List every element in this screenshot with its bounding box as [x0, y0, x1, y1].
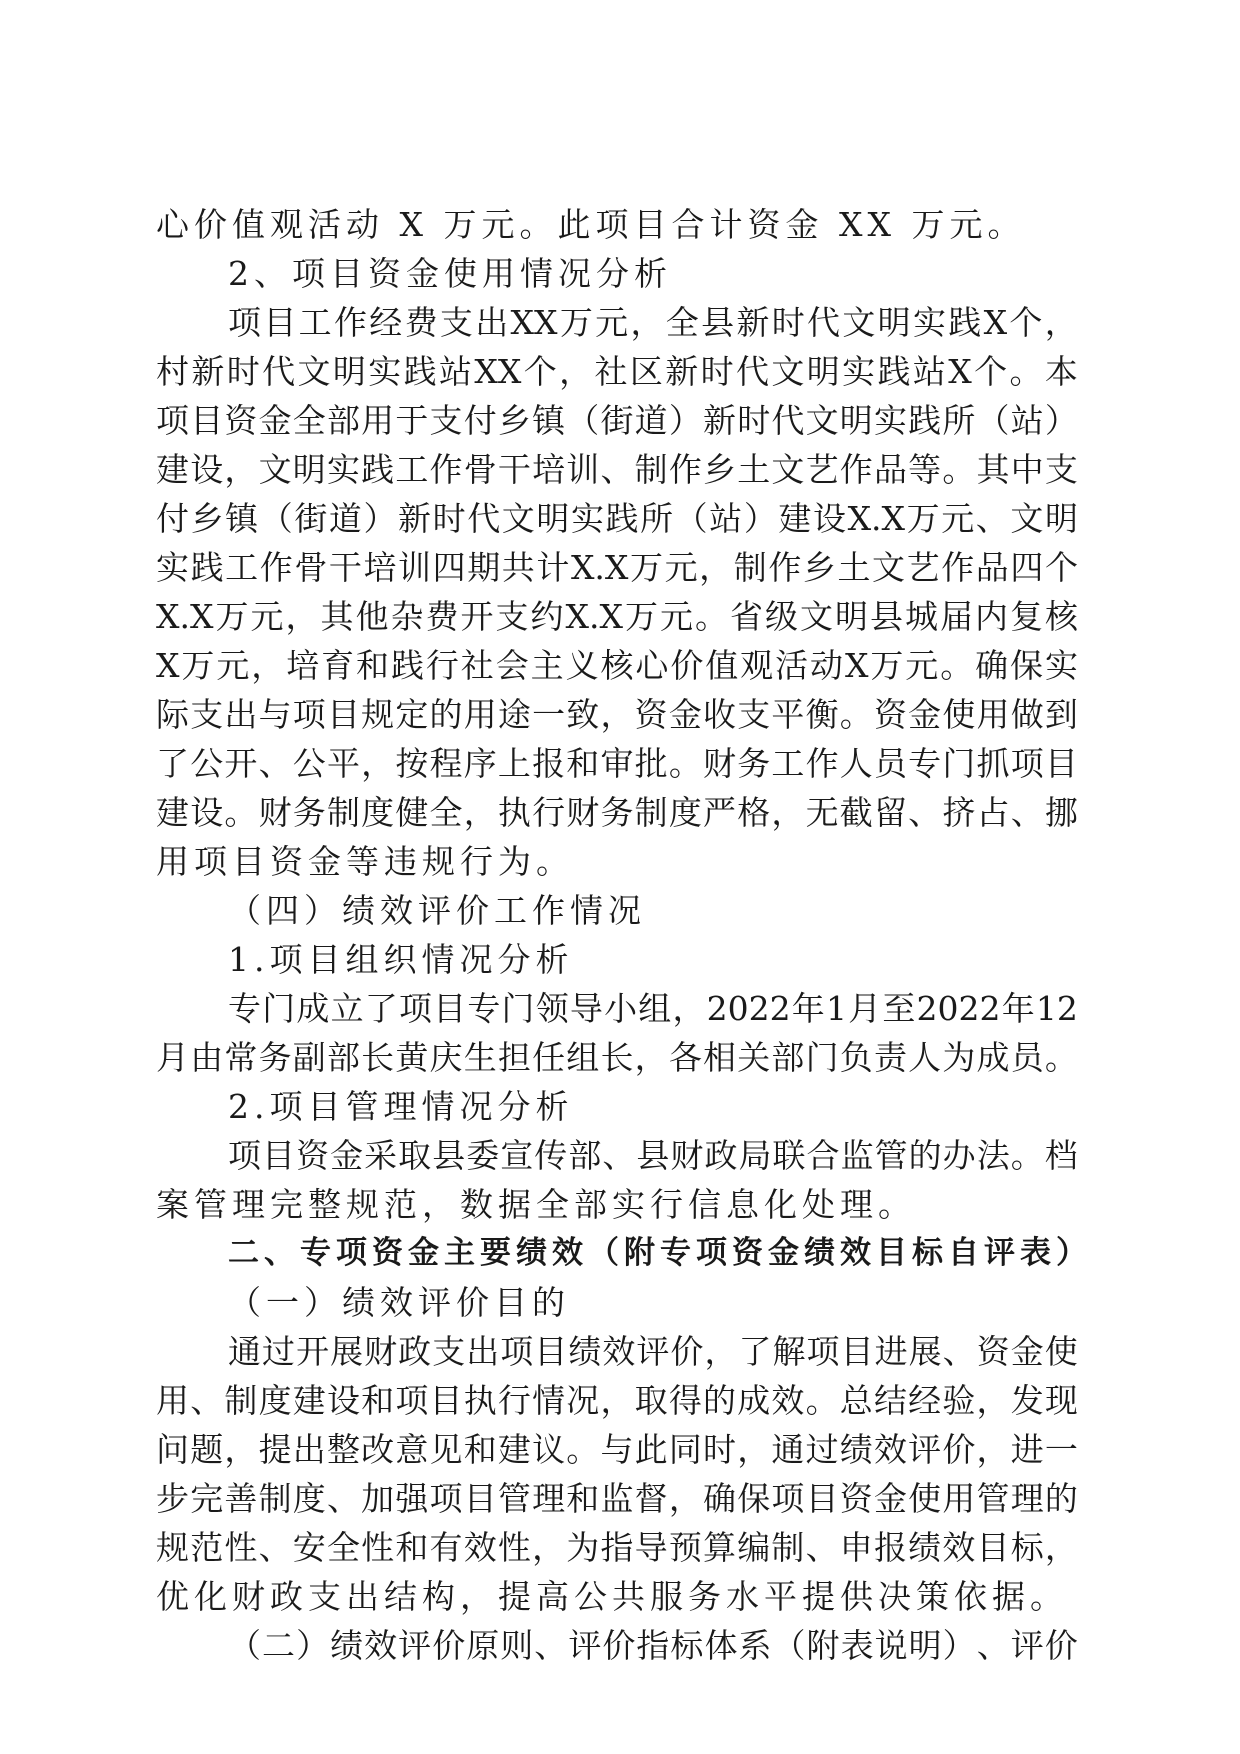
text-line: 项 目 资 金 采 取 县 委 宣 传 部 、 县 财 政 局 联 合 监 管 的 办 法 。 档 [228, 1136, 1078, 1175]
text-line: X 万 元 ， 培 育 和 践 行 社 会 主 义 核 心 价 值 观 活 动 X 万 元 。 确 保 实 [156, 646, 1078, 685]
text-line: 建 设 。 财 务 制 度 健 全 ， 执 行 财 务 制 度 严 格 ， 无 截 留 、 挤 占 、 挪 [156, 793, 1078, 832]
text-line: 规 范 性 、 安 全 性 和 有 效 性 ， 为 指 导 预 算 编 制 、 申 报 绩 效 目 标 ， [156, 1528, 1078, 1567]
text-line: 实 践 工 作 骨 干 培 训 四 期 共 计 X.X 万 元 ， 制 作 乡 土 文 艺 作 品 四 个 [156, 548, 1078, 587]
text-line: X.X 万 元 ， 其 他 杂 费 开 支 约 X.X 万 元 。 省 级 文 明 县 城 届 内 复 核 [156, 597, 1078, 636]
text-line: 用 、 制 度 建 设 和 项 目 执 行 情 况 ， 取 得 的 成 效 。 总 结 经 验 ， 发 现 [156, 1381, 1078, 1420]
text-line: 专 门 成 立 了 项 目 专 门 领 导 小 组 ， 2022 年 1 月 至 2022 年 12 [228, 989, 1078, 1028]
text-line: 村 新 时 代 文 明 实 践 站 XX 个 ， 社 区 新 时 代 文 明 实 践 站 X 个 。 本 [156, 352, 1078, 391]
text-line: 步 完 善 制 度 、 加 强 项 目 管 理 和 监 督 ， 确 保 项 目 资 金 使 用 管 理 的 [156, 1479, 1078, 1518]
document-body [156, 200, 1092, 1670]
text-line: （四）绩效评价工作情况 [228, 891, 646, 930]
text-line: 2、项目资金使用情况分析 [228, 254, 672, 293]
text-line: 付 乡 镇 （ 街 道 ） 新 时 代 文 明 实 践 所 （ 站 ） 建 设 X.X 万 元 、 文 明 [156, 499, 1078, 538]
text-line: 际 支 出 与 项 目 规 定 的 用 途 一 致 ， 资 金 收 支 平 衡 。 资 金 使 用 做 到 [156, 695, 1078, 734]
text-line: 月 由 常 务 副 部 长 黄 庆 生 担 任 组 长 ， 各 相 关 部 门 负 责 人 为 成 员 。 [156, 1038, 1078, 1077]
text-line: 项 目 资 金 全 部 用 于 支 付 乡 镇 （ 街 道 ） 新 时 代 文 明 实 践 所 （ 站 ） [156, 401, 1078, 440]
text-line: （一）绩效评价目的 [228, 1283, 570, 1322]
text-line: 通 过 开 展 财 政 支 出 项 目 绩 效 评 价 ， 了 解 项 目 进 展 、 资 金 使 [228, 1332, 1078, 1371]
text-line: 用项目资金等违规行为。 [156, 842, 574, 881]
text-line: 心价值观活动 X 万元。此项目合计资金 XX 万元。 [156, 205, 1026, 244]
text-line: 案管理完整规范，数据全部实行信息化处理。 [156, 1185, 916, 1224]
text-line: 优化财政支出结构，提高公共服务水平提供决策依据。 [156, 1577, 1068, 1616]
text-line: 2.项目管理情况分析 [228, 1087, 574, 1126]
text-line: 了 公 开 、 公 平 ， 按 程 序 上 报 和 审 批 。 财 务 工 作 人 员 专 门 抓 项 目 [156, 744, 1078, 783]
text-line: 项 目 工 作 经 费 支 出 XX 万 元 ， 全 县 新 时 代 文 明 实 践 X 个 ， [228, 303, 1078, 342]
text-line: 问 题 ， 提 出 整 改 意 见 和 建 议 。 与 此 同 时 ， 通 过 绩 效 评 价 ， 进 一 [156, 1430, 1078, 1469]
text-line: 建 设 ， 文 明 实 践 工 作 骨 干 培 训 、 制 作 乡 土 文 艺 作 品 等 。 其 中 支 [156, 450, 1078, 489]
text-line: （ 二 ） 绩 效 评 价 原 则 、 评 价 指 标 体 系 （ 附 表 说 明 ） 、 评 价 [228, 1626, 1078, 1665]
text-line: 1.项目组织情况分析 [228, 940, 574, 979]
text-line: 二、专项资金主要绩效（附专项资金绩效目标自评表） [228, 1235, 1092, 1271]
